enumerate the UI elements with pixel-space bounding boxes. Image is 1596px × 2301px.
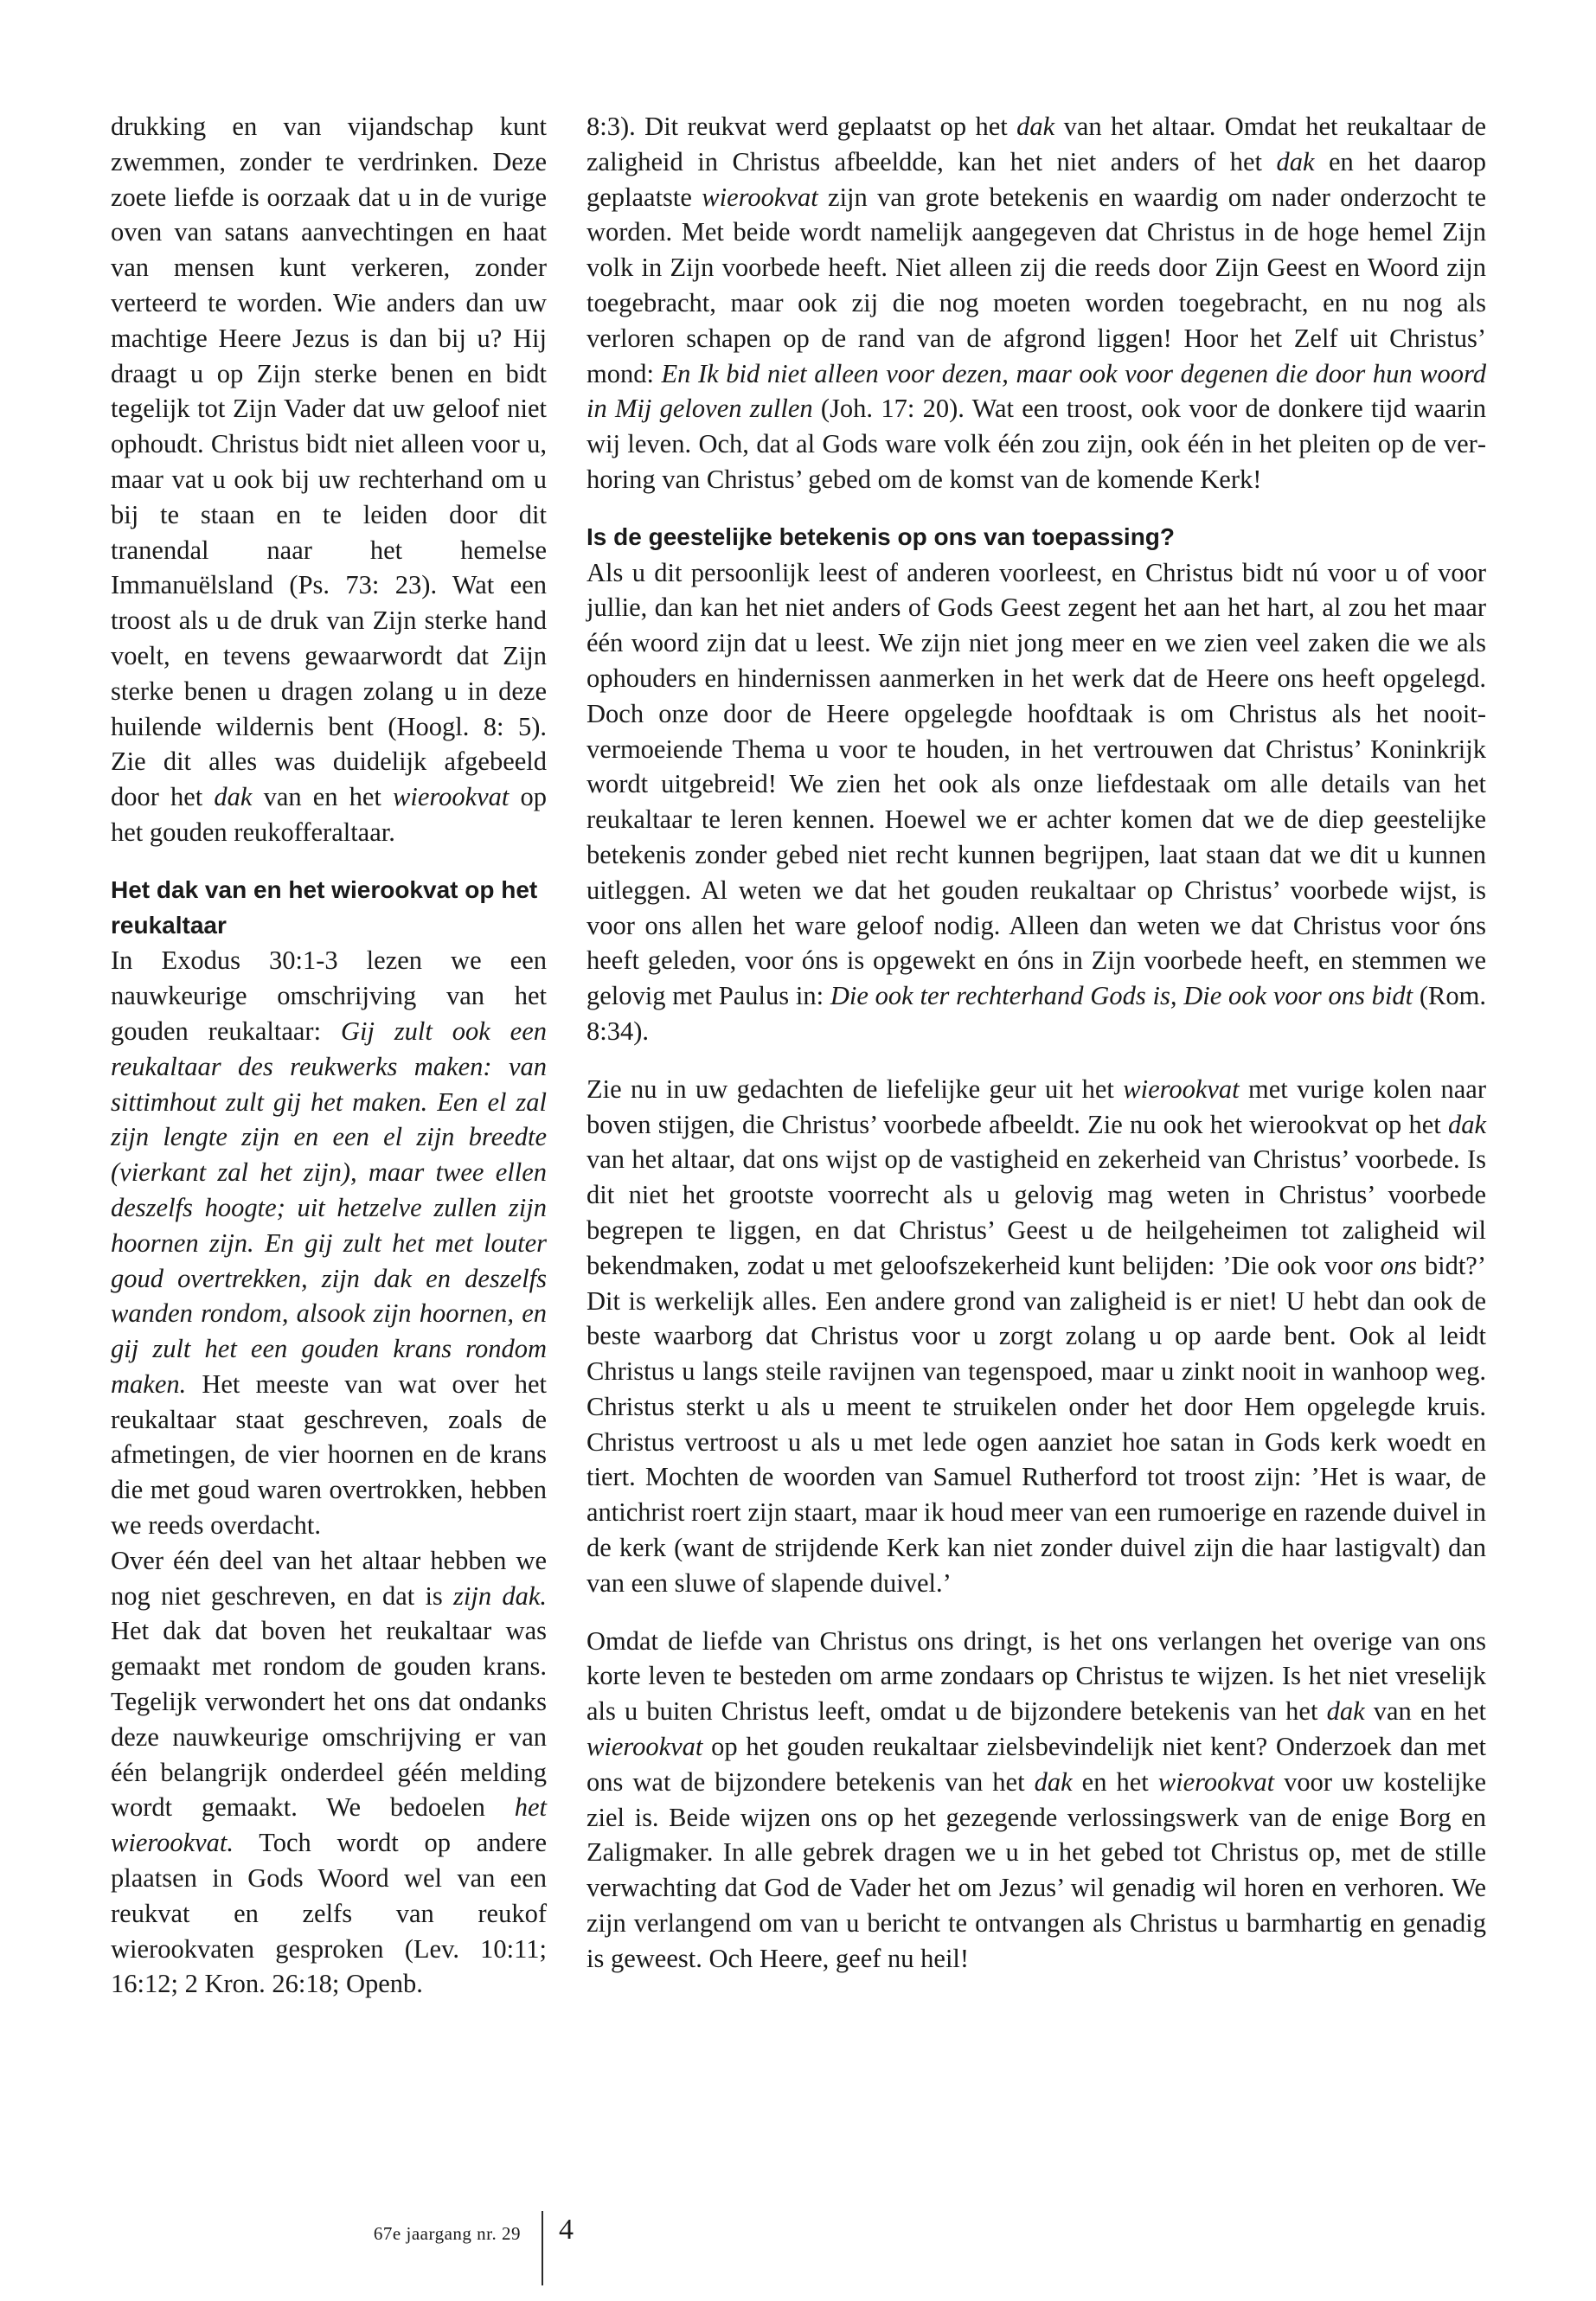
paragraph: [586, 1072, 1486, 1601]
issue-label: 67e jaargang nr. 29: [373, 2223, 521, 2244]
page-number: 4: [559, 2214, 574, 2246]
text-run: In Exodus 30:1-3 lezen we een nauwkeurige omschrijving van het gouden reukaltaar:: [111, 945, 547, 1046]
italic-run: dak: [214, 782, 253, 812]
paragraph: [111, 1543, 547, 2002]
text-run: (Rom. 8:34).: [586, 981, 1486, 1046]
text-run: Als u dit persoonlijk leest of anderen voorleest, en Christus bidt nú voor u of voor jullie, dan kan het niet anders of Gods Geest zegent het aan het hart, al zou het maar één woord zijn dat u leest. We zijn niet jong meer en we zien veel zaken die we als ophouders en hindernissen aanmerken in het werk dat de Heere ons heeft opgelegd. Doch onze door de Heere opgelegde hoofdtaak is om Christus als het nooit-vermoeiende Thema u voor te houden, in het vertrouwen dat Christus’ Koninkrijk wordt uitgebreid! We zien het ook als onze liefdestaak om alle details van het reukaltaar te leren kennen. Hoewel we er achter komen dat we de diep geestelijke betekenis zonder gebed niet recht kunnen begrijpen, laat staan dat we dit u kunnen uitleggen. Al weten we dat het gouden reukaltaar op Christus’ voorbede wijst, is voor ons allen het ware geloof nodig. Alleen dan weten we dat Christus voor óns heeft geleden, voor óns is opgewekt en óns in Zijn voorbede heeft, en stemmen we gelovig met Paulus in:: [586, 557, 1486, 1011]
text-run: en het daarop geplaatste: [586, 146, 1487, 212]
paragraph: [111, 943, 547, 1543]
italic-run: dak: [1326, 1696, 1365, 1727]
italic-run: zijn dak.: [453, 1580, 547, 1611]
italic-run: het wierookvat.: [111, 1792, 547, 1858]
text-run: 8:3). Dit reukvat werd geplaatst op het: [586, 112, 1017, 141]
text-run: (Joh. 17: 20). Wat een troost, ook voor de donkere tijd waarin wij leven. Och, dat al Gods ware volk één zou zijn, ook één in het pleiten op de verhoring van Christus’ gebed om de komst van de komende Kerk!: [586, 394, 1486, 494]
text-run: Zie nu in uw gedachten de liefelijke geur uit het: [586, 1074, 1124, 1104]
italic-run: dak: [1016, 112, 1055, 141]
italic-run: En Ik bid niet alleen voor dezen, maar ook voor degenen die door hun woord in Mij geloven zullen: [586, 358, 1486, 424]
right-column: [586, 109, 1486, 1977]
text-run: zijn van grote betekenis en waardig om nader onderzocht te worden. Met beide wordt namelijk aangegeven dat Christus in de hoge hemel Zijn volk in Zijn voorbede heeft. Niet alleen zij die reeds door Zijn Geest en Woord zijn toegebracht, maar ook zij die nog moeten worden toegebracht, en nu nog als verloren schapen op de rand van de afgrond liggen! Hoor het Zelf uit Christus’ mond:: [586, 182, 1486, 388]
section-heading: [111, 873, 547, 944]
text-run: van en het: [1364, 1696, 1487, 1727]
text-run: en het: [1072, 1766, 1158, 1797]
paragraph: [111, 109, 547, 850]
italic-run: wierookvat: [1157, 1766, 1275, 1797]
text-run: Is de geestelijke betekenis op ons van toepassing?: [586, 522, 1175, 550]
text-run: op het gouden reukaltaar zielsbevindelijk niet kent? Onderzoek dan met ons wat de bijzondere betekenis van het: [586, 1732, 1486, 1797]
italic-run: dak: [1447, 1109, 1486, 1139]
section-heading: [586, 520, 1486, 555]
italic-run: Die ook ter rechterhand Gods is, Die ook voor ons bidt: [830, 981, 1413, 1011]
italic-run: dak: [1034, 1766, 1073, 1797]
text-run: bidt?’ Dit is werkelijk alles. Een andere grond van zaligheid is er niet! U hebt dan ook de beste waarborg dat Christus voor u zorgt zolang u op aarde bent. Ook al leidt Christus u langs steile ravijnen van tegenspoed, maar u zinkt nooit in wanhoop weg. Christus sterkt u als u meent te struikelen onder het door Hem opgelegde kruis. Christus vertroost u als u met lede ogen aanziet hoe satan in Gods kerk woedt en tiert. Mochten de woorden van Samuel Rutherford tot troost zijn: ’Het is waar, de antichrist roert zijn staart, maar ik houd meer van een rumoerige en razende duivel in de kerk (want de strijdende Kerk kan niet zonder duivel zijn die haar lastigvalt) dan van een sluwe of slapende duivel.’: [586, 1250, 1486, 1598]
text-run: Het meeste van wat over het reukaltaar staat geschreven, zoals de afmetingen, de vier hoornen en de krans die met goud waren overtrokken, hebben we reeds overdacht.: [111, 1368, 547, 1541]
italic-run: Gij zult ook een reukaltaar des reukwerks maken: van sittimhout zult gij het maken. Een el zal zijn lengte zijn en een el zijn breedte (vierkant zal het zijn), maar twee ellen deszelfs hoogte; uit hetzelve zullen zijn hoornen zijn. En gij zult het met louter goud overtrekken, zijn dak en deszelfs wanden rondom, alsook zijn hoornen, en gij zult het een gouden krans rondom maken.: [111, 1016, 548, 1399]
italic-run: wierookvat: [393, 782, 510, 812]
paragraph: [586, 1624, 1486, 1977]
text-run: met vurige kolen naar boven stijgen, die Christus’ voorbede afbeeldt. Zie nu ook het wierookvat op het: [586, 1074, 1486, 1139]
text-run: voor uw kostelijke ziel is. Beide wijzen ons op het gezegende verlossingswerk van de enige Borg en Zaligmaker. In alle gebrek dragen we u in het gebed tot Christus op, met de stille verwachting dat God de Vader het om Jezus’ wil genadig wil horen en verhoren. We zijn verlangend om van u bericht te ontvangen als Christus u barmhartig en genadig is geweest. Och Heere, geef nu heil!: [586, 1766, 1486, 1973]
italic-run: wierookvat: [1123, 1074, 1240, 1104]
italic-run: ons: [1380, 1250, 1417, 1280]
text-run: Over één deel van het altaar hebben we nog niet geschreven, en dat is: [111, 1545, 547, 1611]
text-run: op het gouden reukofferaltaar.: [111, 782, 548, 847]
text-run: drukking en van vijandschap kunt zwemmen, zonder te verdrinken. Deze zoete liefde is oorzaak dat u in de vurige oven van satans aanvechtingen en haat van mensen kunt verkeren, zonder verteerd te worden. Wie anders dan uw machtige Heere Jezus is dan bij u? Hij draagt u op Zijn sterke benen en bidt tegelijk tot Zijn Vader dat uw geloof niet ophoudt. Christus bidt niet alleen voor u, maar vat u ook bij uw rechterhand om u bij te staan en te leiden door dit tranendal naar het hemelse Immanuëlsland (Ps. 73: 23). Wat een troost als u de druk van Zijn sterke hand voelt, en tevens gewaarwordt dat Zijn sterke benen u dragen zolang u in deze huilende wildernis bent (Hoogl. 8: 5). Zie dit alles was duidelijk afgebeeld door het: [111, 112, 547, 812]
text-run: van het altaar, dat ons wijst op de vastigheid en zekerheid van Christus’ voorbede. Is dit niet het grootste voorrecht als u gelovig mag weten in Christus’ voorbede begrepen te liggen, en dat Christus’ Geest u de heilgeheimen tot zaligheid wil bekendmaken, zodat u met geloofszekerheid kunt belijden: ’Die ook voor: [586, 1144, 1486, 1280]
text-run: Toch wordt op andere plaatsen in Gods Woord wel van een reukvat en zelfs van reukof wierookvaten gesproken (Lev. 10:11; 16:12; 2 Kron. 26:18; Openb.: [111, 1828, 547, 1999]
paragraph: [586, 109, 1486, 497]
paragraph: [586, 555, 1486, 1049]
text-run: Het dak van en het wierookvat op het reukaltaar: [111, 875, 538, 939]
italic-run: wierookvat: [702, 182, 818, 212]
text-run: Omdat de liefde van Christus ons dringt, is het ons verlangen het overige van ons korte leven te besteden om arme zondaars op Christus te wijzen. Is het niet vreselijk als u buiten Christus leeft, omdat u de bijzondere betekenis van het: [586, 1625, 1486, 1727]
text-run: van en het: [252, 782, 393, 812]
left-column: [111, 109, 547, 2002]
footer-divider: [542, 2211, 543, 2285]
text-run: van het altaar. Omdat het reukaltaar de zaligheid in Christus afbeeldde, kan het niet anders of het: [586, 112, 1486, 176]
italic-run: dak: [1276, 146, 1315, 176]
text-run: Het dak dat boven het reukaltaar was gemaakt met rondom de gouden krans. Tegelijk verwondert het ons dat ondanks deze nauwkeurige omschrijving er van één belangrijk onderdeel géén melding wordt gemaakt. We bedoelen: [111, 1616, 547, 1823]
italic-run: wierookvat: [586, 1732, 703, 1762]
